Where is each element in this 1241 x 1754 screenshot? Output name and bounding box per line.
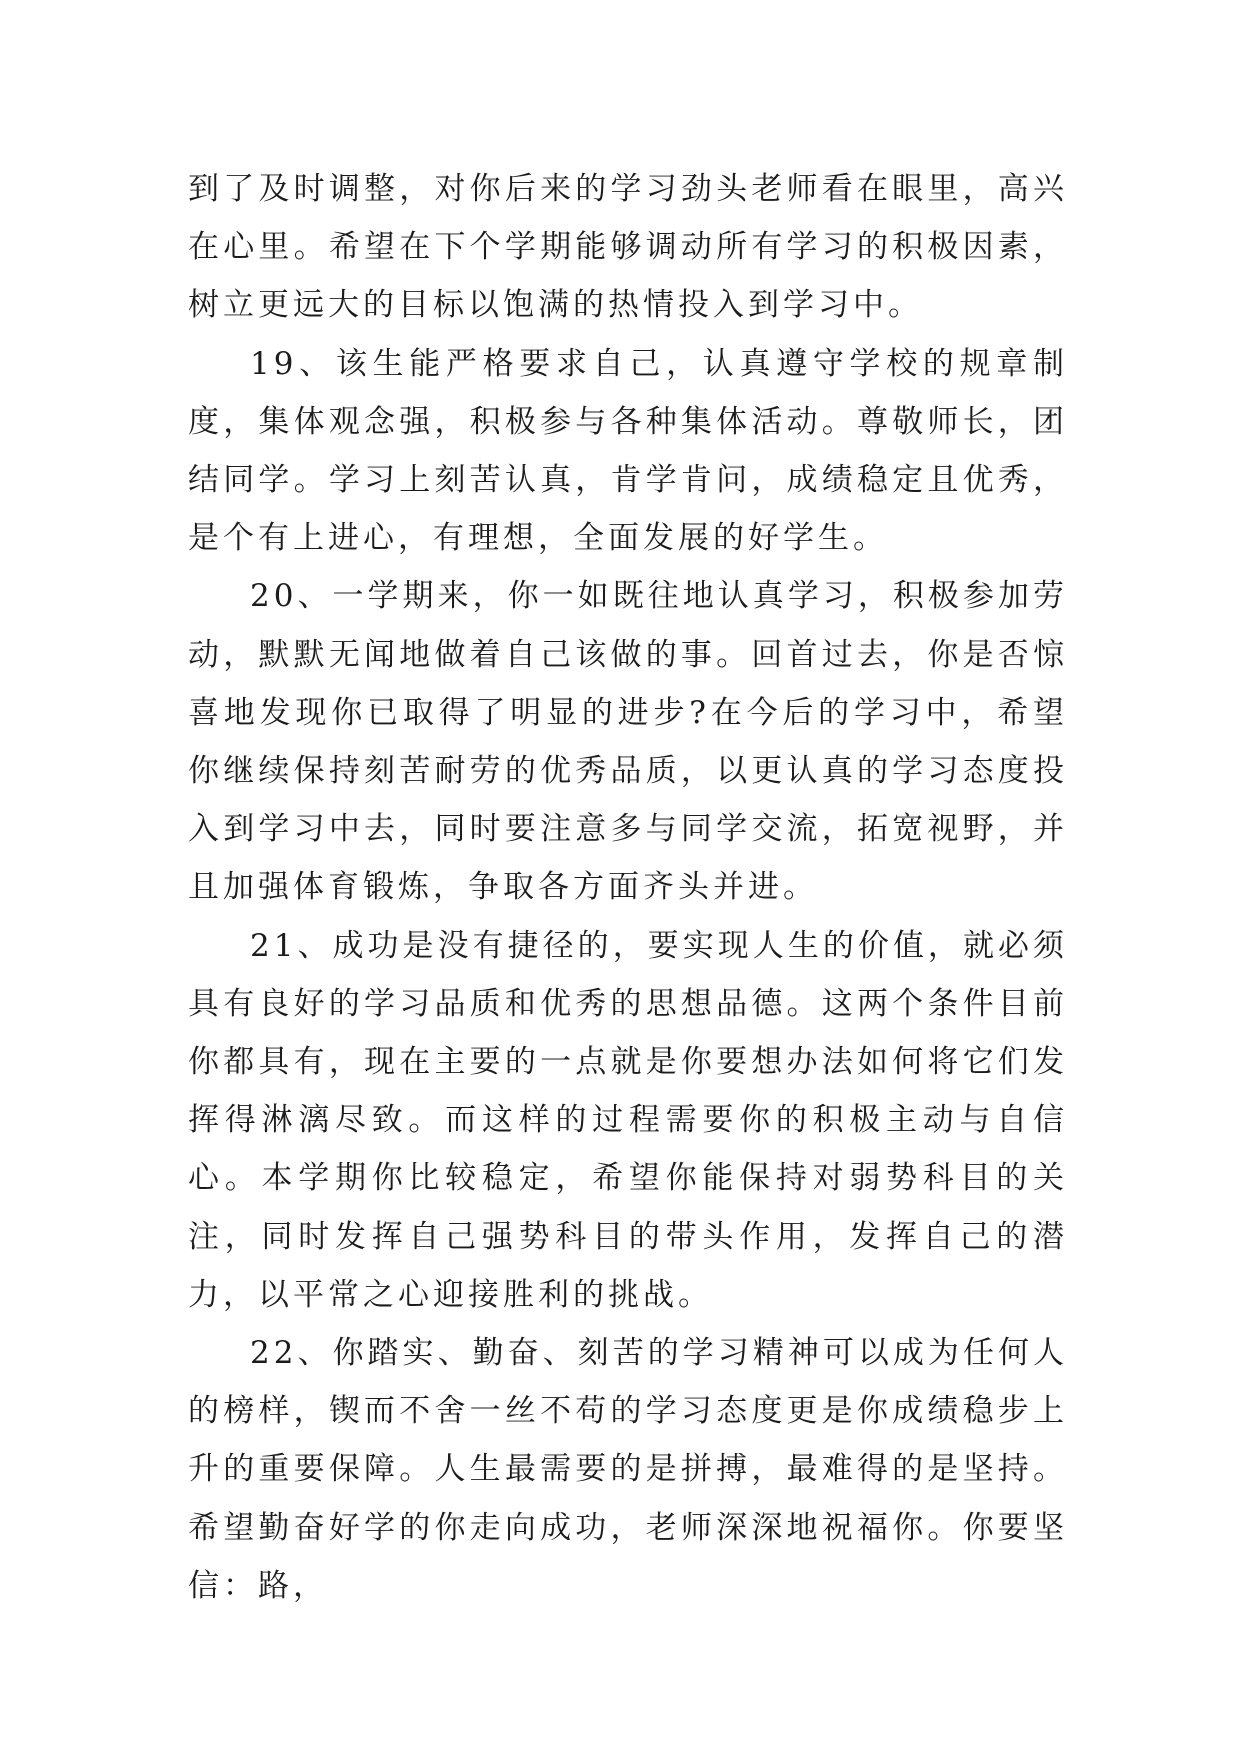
paragraph-21: 21、成功是没有捷径的，要实现人生的价值，就必须具有良好的学习品质和优秀的思想品德。这两个条件目前你都具有，现在主要的一点就是你要想办法如何将它们发挥得淋漓尽致。而这样的过程需要你的积极主动与自信心。本学期你比较稳定，希望你能保持对弱势科目的关注，同时发挥自己强势科目的带头作用，发挥自己的潜力，以平常之心迎接胜利的挑战。 bbox=[188, 927, 1068, 1313]
paragraph-continuation: 到了及时调整，对你后来的学习劲头老师看在眼里，高兴在心里。希望在下个学期能够调动所有学习的积极因素，树立更远大的目标以饱满的热情投入到学习中。 bbox=[188, 171, 1068, 324]
paragraph-20: 20、一学期来，你一如既往地认真学习，积极参加劳动，默默无闻地做着自己该做的事。回首过去，你是否惊喜地发现你已取得了明显的进步?在今后的学习中，希望你继续保持刻苦耐劳的优秀品质，以更认真的学习态度投入到学习中去，同时要注意多与同学交流，拓宽视野，并且加强体育锻炼，争取各方面齐头并进。 bbox=[188, 578, 1068, 906]
paragraph-19: 19、该生能严格要求自己，认真遵守学校的规章制度，集体观念强，积极参与各种集体活动。尊敬师长，团结同学。学习上刻苦认真，肯学肯问，成绩稳定且优秀，是个有上进心，有理想，全面发展的好学生。 bbox=[188, 345, 1068, 557]
paragraph-22: 22、你踏实、勤奋、刻苦的学习精神可以成为任何人的榜样，锲而不舍一丝不苟的学习态度更是你成绩稳步上升的重要保障。人生最需要的是拼搏，最难得的是坚持。希望勤奋好学的你走向成功，老师深深地祝福你。你要坚信：路， bbox=[188, 1335, 1068, 1604]
document-body bbox=[188, 160, 1068, 1615]
